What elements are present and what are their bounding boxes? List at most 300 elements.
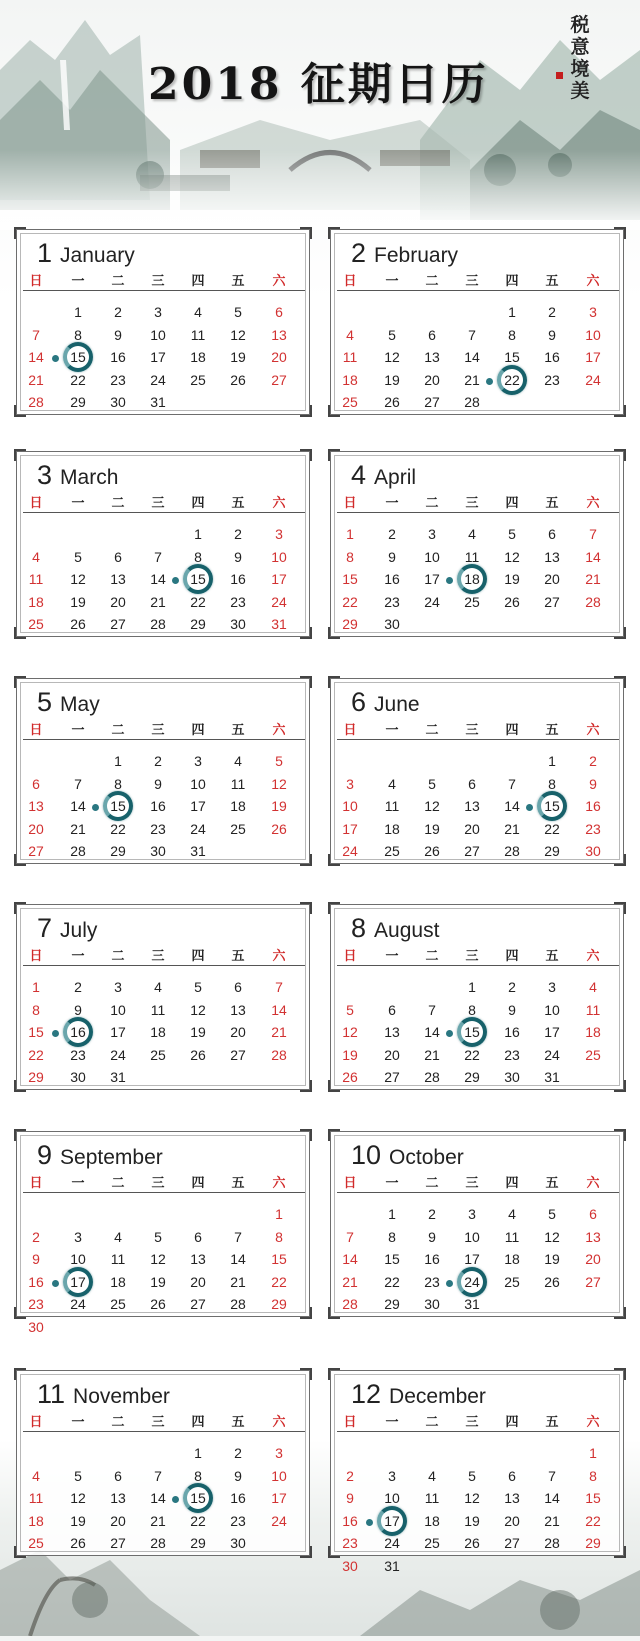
frame-corner: [300, 1080, 312, 1092]
day-cell: 4: [346, 326, 354, 343]
deadline-ring-tail: [172, 577, 179, 584]
day-cell: 29: [28, 1069, 44, 1085]
day-cell: 8: [508, 326, 516, 343]
day-cell: 11: [585, 1001, 601, 1018]
day-cell: 12: [464, 1490, 480, 1506]
day-cell: 18: [585, 1024, 601, 1040]
weekday-header-row: [23, 492, 305, 513]
day-cell: 12: [190, 1001, 206, 1018]
day-cell: 27: [28, 843, 44, 859]
day-cell: 29: [342, 616, 358, 632]
weekday-label: 六: [586, 274, 600, 289]
day-cell: 28: [544, 1535, 560, 1551]
day-cell: 13: [464, 798, 480, 814]
day-cell: 12: [544, 1228, 560, 1245]
day-cell: 20: [504, 1512, 520, 1529]
day-cell: 29: [190, 1535, 206, 1551]
page-title: 2018 征期日历: [148, 59, 489, 110]
day-cell: 30: [230, 1535, 246, 1551]
month-number: 3: [37, 460, 53, 490]
day-cell: 10: [271, 548, 287, 565]
day-cell: 24: [424, 593, 440, 610]
day-cell: 18: [342, 371, 358, 388]
day-cell: 7: [346, 1228, 354, 1245]
weekday-label: 四: [505, 1176, 519, 1191]
day-cell: 25: [110, 1296, 126, 1312]
day-cell: 24: [150, 371, 166, 388]
day-cell: 4: [388, 775, 396, 792]
day-cell: 22: [70, 371, 86, 388]
deadline-day: 17: [70, 1273, 86, 1290]
day-cell: 12: [70, 1490, 86, 1506]
weekday-label: 六: [272, 274, 286, 289]
day-cell: 15: [271, 1251, 287, 1267]
weekday-label: 日: [343, 496, 357, 511]
day-cell: 7: [428, 1001, 436, 1018]
deadline-day: 15: [70, 349, 86, 365]
day-cell: 21: [544, 1512, 560, 1529]
day-cell: 11: [28, 571, 44, 587]
day-cell: 30: [28, 1318, 44, 1335]
month-name: April: [374, 466, 417, 489]
frame-corner: [300, 1129, 312, 1141]
day-cell: 30: [70, 1069, 86, 1085]
day-cell: 2: [548, 304, 556, 320]
frame-corner: [300, 1368, 312, 1380]
day-cell: 10: [150, 326, 166, 343]
day-cell: 1: [346, 526, 354, 542]
day-cell: 13: [230, 1001, 246, 1018]
frame-corner: [614, 627, 626, 639]
day-cell: 27: [585, 1273, 601, 1290]
day-cell: 7: [234, 1228, 242, 1245]
frame-corner: [14, 1368, 26, 1380]
day-cell: 25: [585, 1046, 601, 1063]
day-cell: 10: [585, 326, 601, 343]
day-cell: 29: [271, 1296, 287, 1312]
day-cell: 7: [32, 326, 40, 343]
day-cell: 10: [464, 1228, 480, 1245]
day-cell: 3: [388, 1467, 396, 1484]
day-cell: 16: [110, 349, 126, 365]
day-cell: 12: [230, 326, 246, 343]
day-cell: 29: [464, 1069, 480, 1085]
deadline-day: 16: [70, 1024, 86, 1040]
month-name: September: [60, 1146, 163, 1169]
day-cell: 13: [544, 548, 560, 565]
day-cell: 29: [70, 394, 86, 410]
weekday-label: 一: [71, 949, 85, 964]
deadline-day: 18: [464, 571, 480, 587]
month-name: March: [60, 466, 119, 489]
deadline-ring-tail: [486, 378, 493, 385]
weekday-label: 五: [545, 1415, 559, 1430]
day-cell: 6: [32, 775, 40, 792]
day-cell: 31: [384, 1557, 400, 1574]
weekday-label: 六: [272, 1176, 286, 1191]
frame-corner: [300, 627, 312, 639]
weekday-label: 四: [191, 1176, 205, 1191]
weekday-label: 六: [272, 1415, 286, 1430]
frame-corner: [614, 405, 626, 417]
day-cell: 3: [548, 979, 556, 995]
day-cell: 20: [585, 1251, 601, 1267]
day-cell: 10: [342, 798, 358, 814]
day-cell: 27: [424, 394, 440, 410]
day-cell: 18: [28, 1512, 44, 1529]
day-cell: 2: [154, 753, 162, 769]
day-cell: 20: [424, 371, 440, 388]
day-cell: 14: [504, 798, 520, 814]
weekday-header-row: [337, 1411, 619, 1432]
frame-corner: [614, 676, 626, 688]
day-cell: 27: [544, 593, 560, 610]
deadline-ring-tail: [446, 577, 453, 584]
day-cell: 11: [342, 349, 358, 365]
day-cell: 3: [114, 979, 122, 995]
day-cell: 7: [508, 775, 516, 792]
month-name: May: [60, 693, 100, 716]
day-cell: 1: [468, 979, 476, 995]
day-cell: 19: [504, 571, 520, 587]
day-cell: 16: [424, 1251, 440, 1267]
day-cell: 6: [114, 1467, 122, 1484]
month-header: [37, 913, 97, 943]
day-cell: 18: [504, 1251, 520, 1267]
day-cell: 27: [384, 1069, 400, 1085]
day-cell: 17: [110, 1024, 126, 1040]
day-cell: 6: [428, 326, 436, 343]
month-number: 2: [351, 238, 367, 268]
month-header: [351, 460, 416, 490]
day-cell: 27: [230, 1046, 246, 1063]
day-cell: 29: [585, 1535, 601, 1551]
day-cell: 12: [271, 775, 287, 792]
day-cell: 13: [424, 349, 440, 365]
day-cell: 11: [464, 548, 480, 565]
frame-corner: [328, 1129, 340, 1141]
month-number: 9: [37, 1140, 53, 1170]
day-cell: 17: [464, 1251, 480, 1267]
day-cell: 20: [384, 1046, 400, 1063]
day-cell: 24: [585, 371, 601, 388]
day-cell: 5: [234, 304, 242, 320]
day-cell: 14: [70, 798, 86, 814]
day-cell: 3: [74, 1228, 82, 1245]
day-cell: 9: [74, 1001, 82, 1018]
day-cell: 19: [544, 1251, 560, 1267]
weekday-label: 日: [29, 949, 43, 964]
deadline-ring-tail: [52, 355, 59, 362]
month-card-december: [330, 1370, 624, 1574]
day-cell: 13: [28, 798, 44, 814]
weekday-label: 二: [111, 496, 125, 511]
frame-corner: [614, 1368, 626, 1380]
day-cell: 8: [194, 1467, 202, 1484]
day-cell: 1: [275, 1206, 283, 1222]
weekday-label: 五: [231, 723, 245, 738]
day-cell: 24: [271, 1512, 287, 1529]
day-cell: 15: [585, 1490, 601, 1506]
month-number: 6: [351, 687, 367, 717]
day-cell: 21: [464, 371, 480, 388]
month-name: October: [389, 1146, 464, 1169]
month-header: [37, 1379, 170, 1409]
day-cell: 26: [150, 1296, 166, 1312]
day-cell: 15: [342, 571, 358, 587]
day-cell: 27: [110, 1535, 126, 1551]
month-card-may: [16, 678, 310, 864]
day-cell: 3: [275, 526, 283, 542]
day-cell: 6: [589, 1206, 597, 1222]
day-cell: 18: [28, 593, 44, 610]
day-cell: 5: [154, 1228, 162, 1245]
weekday-label: 三: [151, 496, 165, 511]
day-cell: 12: [150, 1251, 166, 1267]
day-cell: 11: [504, 1228, 520, 1245]
day-cell: 1: [548, 753, 556, 769]
day-cell: 31: [150, 394, 166, 410]
day-cell: 5: [346, 1001, 354, 1018]
day-cell: 17: [271, 1490, 287, 1506]
day-cell: 13: [384, 1024, 400, 1040]
day-cell: 30: [230, 616, 246, 632]
weekday-label: 三: [465, 496, 479, 511]
frame-corner: [14, 902, 26, 914]
weekday-label: 三: [465, 274, 479, 289]
day-cell: 28: [271, 1046, 287, 1063]
weekday-label: 三: [151, 723, 165, 738]
day-cell: 9: [234, 548, 242, 565]
landscape-painting: [0, 0, 640, 230]
deadline-day: 24: [464, 1273, 480, 1290]
day-cell: 10: [271, 1467, 287, 1484]
weekday-label: 五: [545, 274, 559, 289]
month-card-september: [16, 1131, 310, 1335]
day-cell: 20: [110, 1512, 126, 1529]
weekday-header-row: [23, 945, 305, 966]
day-cell: 24: [190, 820, 206, 837]
weekday-label: 二: [425, 949, 439, 964]
day-cell: 2: [589, 753, 597, 769]
day-cell: 15: [504, 349, 520, 365]
day-cell: 13: [504, 1490, 520, 1506]
day-cell: 14: [150, 571, 166, 587]
weekday-label: 二: [425, 723, 439, 738]
weekday-label: 三: [465, 1415, 479, 1430]
month-card-july: [16, 904, 310, 1090]
frame-corner: [300, 405, 312, 417]
day-cell: 2: [234, 526, 242, 542]
day-cell: 14: [150, 1490, 166, 1506]
red-stamp-icon: [556, 72, 563, 79]
day-cell: 14: [271, 1001, 287, 1018]
day-cell: 9: [234, 1467, 242, 1484]
day-cell: 23: [110, 371, 126, 388]
month-card-november: [16, 1370, 310, 1556]
frame-corner: [300, 1546, 312, 1558]
day-cell: 27: [504, 1535, 520, 1551]
frame-corner: [614, 449, 626, 461]
month-name: July: [60, 919, 98, 942]
month-name: August: [374, 919, 440, 942]
weekday-label: 日: [343, 949, 357, 964]
day-cell: 19: [271, 798, 287, 814]
day-cell: 17: [190, 798, 206, 814]
day-cell: 23: [504, 1046, 520, 1063]
frame-corner: [300, 449, 312, 461]
day-cell: 25: [424, 1535, 440, 1551]
day-cell: 17: [342, 820, 358, 837]
deadline-day: 22: [504, 371, 520, 388]
weekday-label: 一: [385, 723, 399, 738]
day-cell: 15: [28, 1024, 44, 1040]
day-cell: 20: [110, 593, 126, 610]
frame-corner: [614, 854, 626, 866]
day-cell: 22: [585, 1512, 601, 1529]
day-cell: 14: [585, 548, 601, 565]
day-cell: 4: [194, 304, 202, 320]
day-cell: 19: [190, 1024, 206, 1040]
day-cell: 25: [230, 820, 246, 837]
day-cell: 30: [110, 394, 126, 410]
weekday-label: 六: [586, 1176, 600, 1191]
deadline-ring-tail: [526, 804, 533, 811]
weekday-header-row: [337, 1172, 619, 1193]
day-cell: 20: [271, 349, 287, 365]
day-cell: 30: [585, 843, 601, 859]
month-number: 7: [37, 913, 53, 943]
frame-corner: [14, 1129, 26, 1141]
weekday-label: 一: [71, 274, 85, 289]
day-cell: 27: [110, 616, 126, 632]
weekday-label: 一: [385, 949, 399, 964]
day-cell: 4: [508, 1206, 516, 1222]
day-cell: 6: [508, 1467, 516, 1484]
weekday-label: 二: [425, 274, 439, 289]
weekday-label: 三: [465, 723, 479, 738]
weekday-header-row: [337, 945, 619, 966]
day-cell: 5: [74, 1467, 82, 1484]
day-cell: 1: [114, 753, 122, 769]
day-cell: 19: [230, 349, 246, 365]
weekday-label: 四: [505, 723, 519, 738]
day-cell: 2: [74, 979, 82, 995]
day-cell: 7: [154, 548, 162, 565]
day-cell: 7: [74, 775, 82, 792]
day-cell: 31: [464, 1296, 480, 1312]
month-header: [37, 238, 135, 268]
month-card-february: [330, 229, 624, 415]
day-cell: 18: [384, 820, 400, 837]
weekday-header-row: [23, 719, 305, 740]
day-cell: 11: [110, 1251, 126, 1267]
day-cell: 11: [150, 1001, 166, 1018]
day-cell: 8: [346, 548, 354, 565]
day-cell: 7: [548, 1467, 556, 1484]
day-cell: 30: [424, 1296, 440, 1312]
deadline-ring-tail: [446, 1280, 453, 1287]
day-cell: 12: [70, 571, 86, 587]
weekday-label: 六: [586, 1415, 600, 1430]
day-cell: 20: [28, 820, 44, 837]
weekday-label: 日: [343, 1176, 357, 1191]
day-cell: 8: [275, 1228, 283, 1245]
month-number: 11: [37, 1379, 66, 1409]
day-cell: 21: [70, 820, 86, 837]
weekday-label: 六: [586, 949, 600, 964]
weekday-label: 二: [111, 1415, 125, 1430]
day-cell: 18: [230, 798, 246, 814]
day-cell: 20: [544, 571, 560, 587]
day-cell: 28: [342, 1296, 358, 1312]
day-cell: 6: [388, 1001, 396, 1018]
day-cell: 21: [230, 1273, 246, 1290]
day-cell: 30: [504, 1069, 520, 1085]
day-cell: 13: [585, 1228, 601, 1245]
day-cell: 10: [70, 1251, 86, 1267]
day-cell: 22: [271, 1273, 287, 1290]
day-cell: 22: [190, 1512, 206, 1529]
day-cell: 9: [388, 548, 396, 565]
day-cell: 6: [275, 304, 283, 320]
day-cell: 9: [508, 1001, 516, 1018]
weekday-label: 四: [505, 1415, 519, 1430]
day-cell: 3: [346, 775, 354, 792]
day-cell: 2: [428, 1206, 436, 1222]
day-cell: 21: [271, 1024, 287, 1040]
weekday-label: 日: [29, 496, 43, 511]
month-name: February: [374, 244, 459, 267]
day-cell: 4: [32, 548, 40, 565]
day-cell: 25: [464, 593, 480, 610]
deadline-ring-tail: [366, 1519, 373, 1526]
day-cell: 3: [428, 526, 436, 542]
weekday-label: 五: [231, 1176, 245, 1191]
day-cell: 17: [271, 571, 287, 587]
month-number: 10: [351, 1140, 382, 1170]
frame-corner: [14, 676, 26, 688]
month-name: January: [60, 244, 135, 267]
day-cell: 9: [428, 1228, 436, 1245]
day-cell: 17: [150, 349, 166, 365]
day-cell: 24: [110, 1046, 126, 1063]
day-cell: 12: [504, 548, 520, 565]
day-cell: 19: [70, 1512, 86, 1529]
weekday-label: 六: [586, 723, 600, 738]
day-cell: 23: [384, 593, 400, 610]
day-cell: 20: [464, 820, 480, 837]
weekday-label: 日: [343, 274, 357, 289]
frame-corner: [614, 227, 626, 239]
weekday-label: 一: [71, 496, 85, 511]
day-cell: 17: [585, 349, 601, 365]
day-cell: 8: [32, 1001, 40, 1018]
day-cell: 30: [150, 843, 166, 859]
day-cell: 4: [234, 753, 242, 769]
weekday-label: 五: [231, 949, 245, 964]
day-cell: 28: [28, 394, 44, 410]
day-cell: 14: [28, 349, 44, 365]
day-cell: 21: [424, 1046, 440, 1063]
day-cell: 23: [544, 371, 560, 388]
day-cell: 3: [275, 1445, 283, 1461]
weekday-label: 日: [29, 1176, 43, 1191]
weekday-header-row: [23, 1411, 305, 1432]
day-cell: 25: [384, 843, 400, 859]
weekday-header-row: [337, 270, 619, 291]
weekday-label: 二: [425, 496, 439, 511]
